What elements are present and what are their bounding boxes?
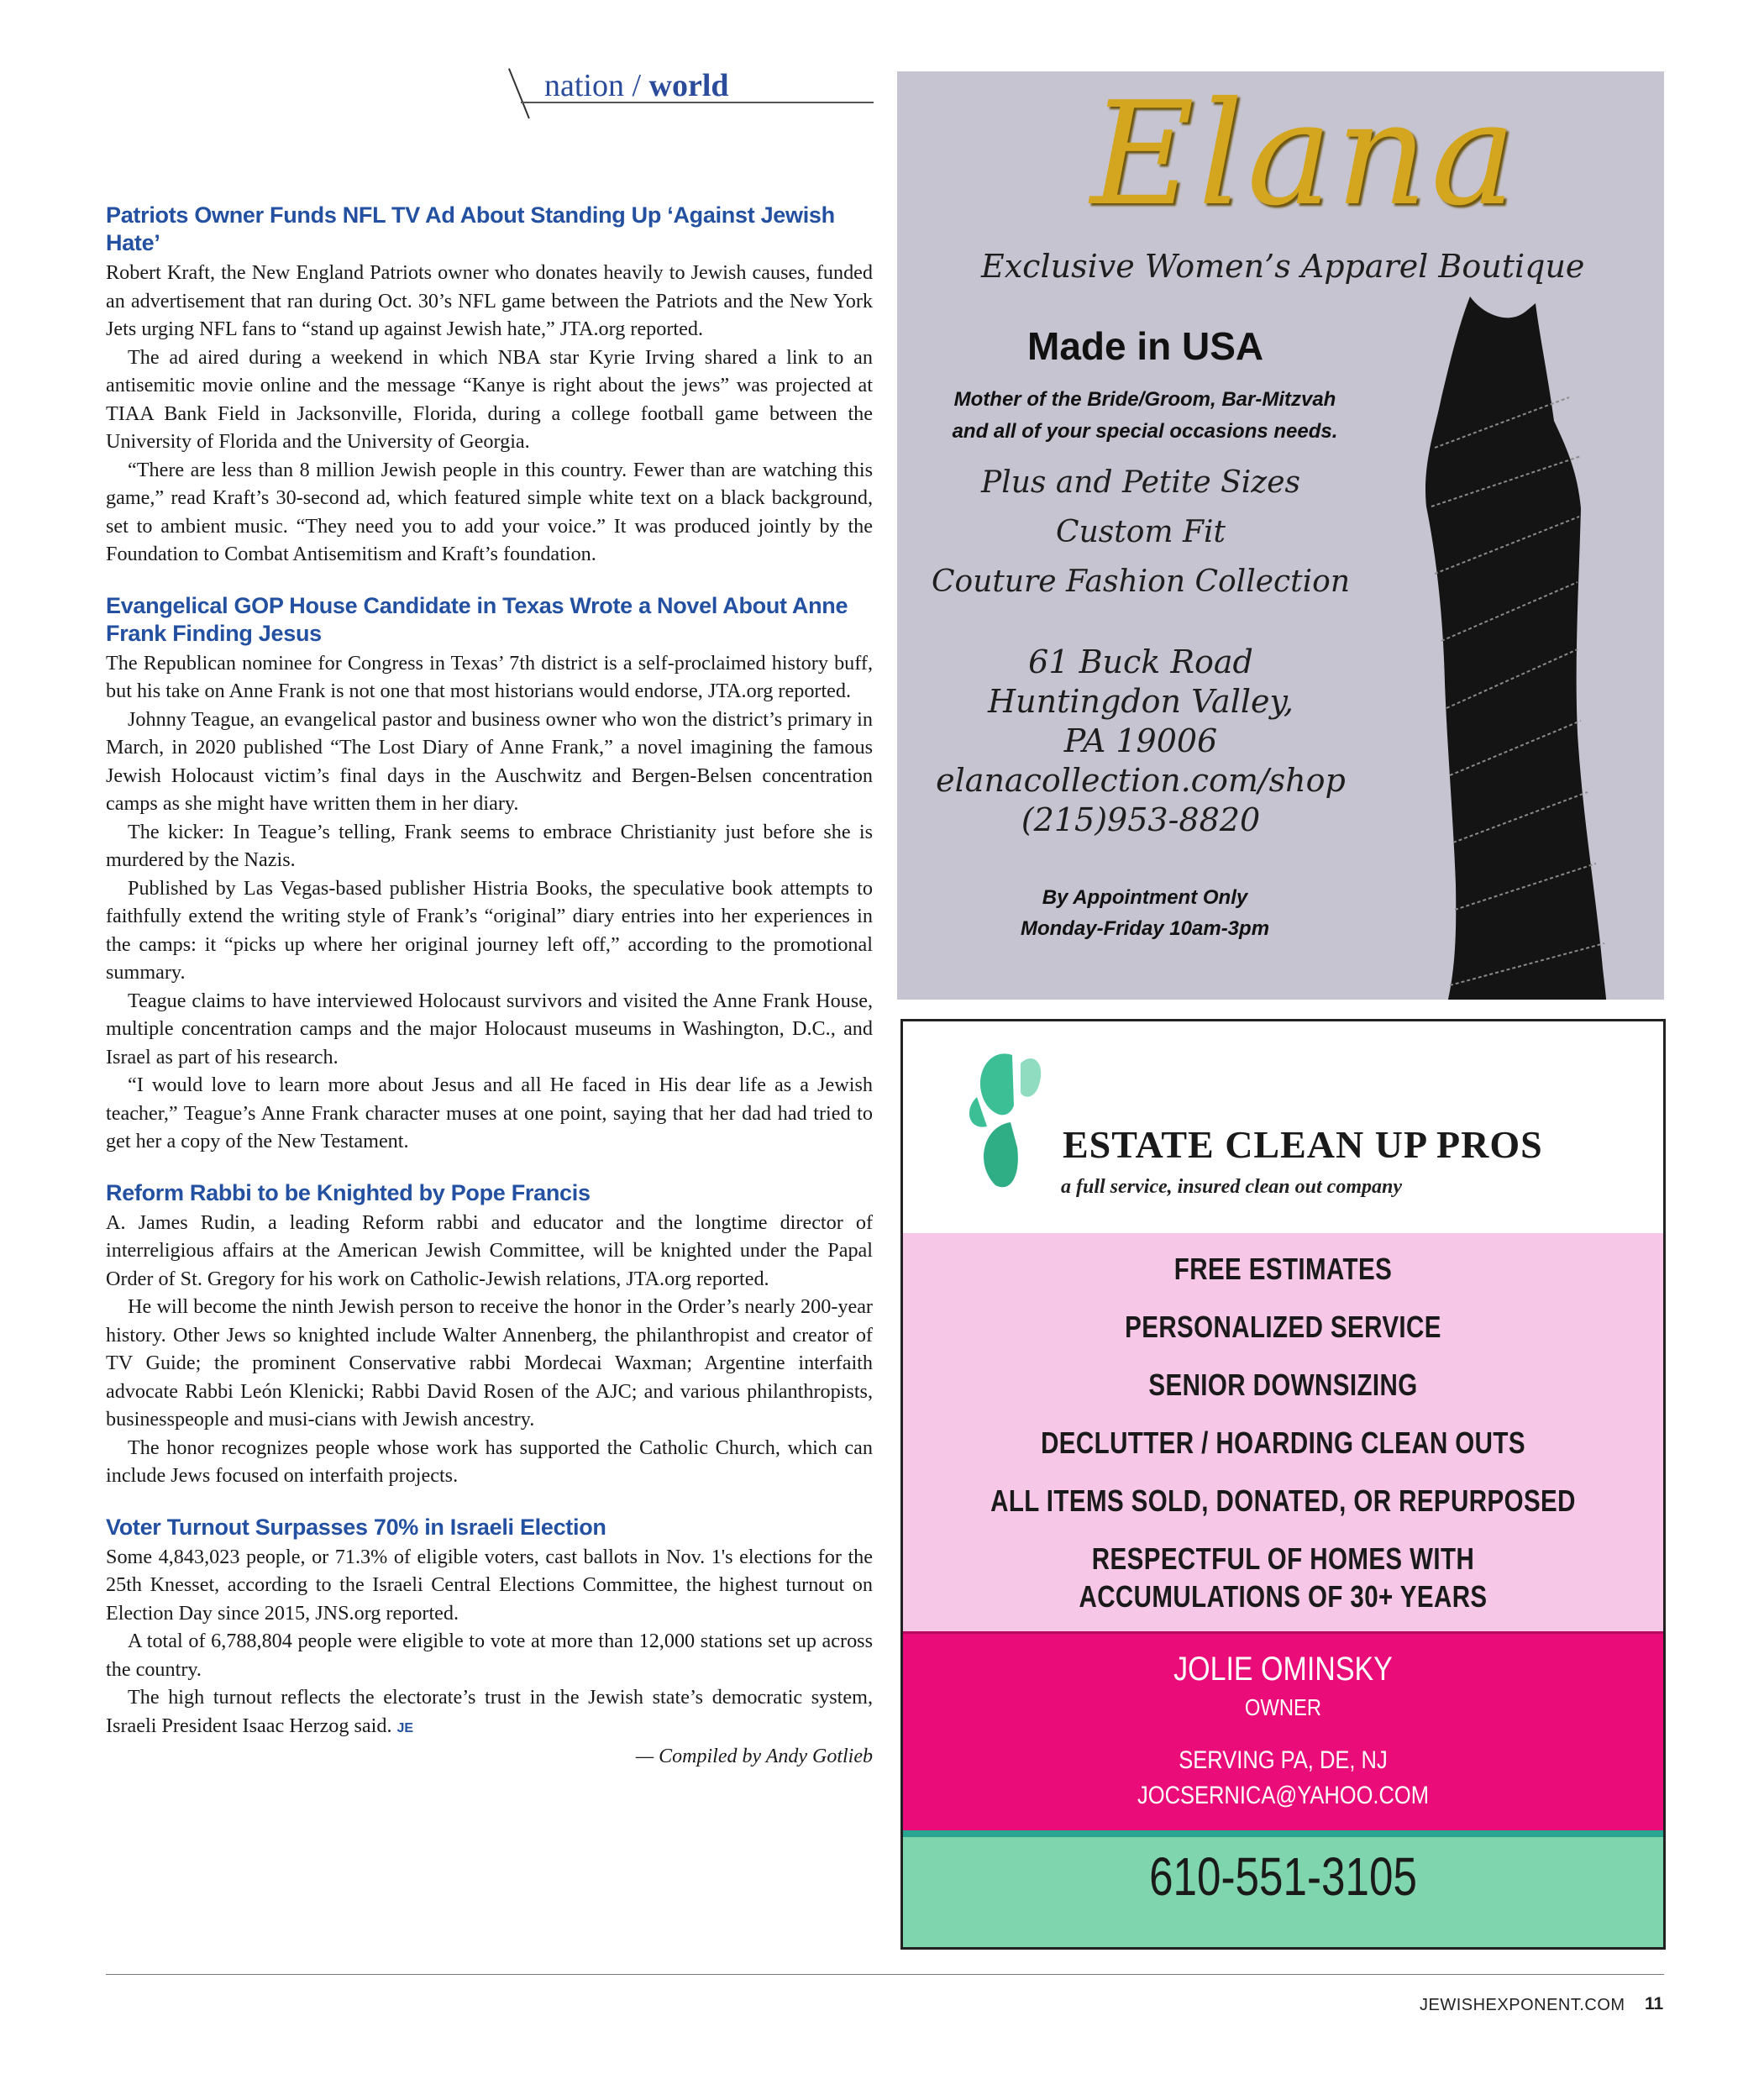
byline: — Compiled by Andy Gotlieb <box>635 1746 873 1767</box>
section-header <box>496 66 874 106</box>
contact-title: OWNER <box>1244 1694 1322 1720</box>
option-line: Couture Fashion Collection <box>931 564 1351 599</box>
footer-site: JEWISHEXPONENT.COM <box>1420 1996 1625 2014</box>
phone-panel <box>903 1837 1663 1947</box>
hours-line: Monday-Friday 10am-3pm <box>1020 917 1270 940</box>
option-line: Plus and Petite Sizes <box>980 465 1300 500</box>
contact-email: JOCSERNICA@YAHOO.COM <box>1137 1782 1430 1809</box>
article-paragraph: A. James Rudin, a leading Reform rabbi and educator and the longtime director of interreligious affairs at the American Jewish Committee, will be knighted under the Papal Order of St. Gregory for his work on Catholic-Jewish relations, JTA.org reported. <box>106 1210 873 1290</box>
article-paragraph: The kicker: In Teague’s telling, Frank seems to embrace Christianity just before she is murdered by the Nazis. <box>106 820 873 871</box>
appointment-hours <box>935 882 1355 944</box>
divider <box>903 1830 1663 1837</box>
article-headline: Patriots Owner Funds NFL TV Ad About Standing Up ‘Against Jewish Hate’ <box>106 202 835 255</box>
article-paragraph: The Republican nominee for Congress in Texas’ 7th district is a self-proclaimed history buff, but his take on Anne Frank is not one that most historians would endorse, JTA.org reported. <box>106 651 873 702</box>
article-paragraph: He will become the ninth Jewish person to receive the honor in the Order’s nearly 200-year history. Other Jews so knighted include Walter Annenberg, the philanthropist and creator of TV Guide; the prominent Conservative rabbi Mordecai Waxman; Argentine interfaith advocate Rabbi León Klenicki; Rabbi David Rosen of the AJC; and various philanthropists, businesspeople and musi-cians with Jewish ancestry. <box>106 1295 873 1431</box>
article-anne-frank-novel <box>106 592 873 1156</box>
address-line: PA 19006 <box>1063 722 1218 759</box>
address-line: 61 Buck Road <box>1028 643 1253 680</box>
estate-subtitle: a full service, insured clean out company <box>1061 1176 1402 1198</box>
black-gown-image <box>1376 297 1653 1000</box>
service-item: ALL ITEMS SOLD, DONATED, OR REPURPOSED <box>990 1483 1576 1518</box>
elana-website: elanacollection.com/shop <box>936 762 1346 799</box>
occasion-line: Mother of the Bride/Groom, Bar-Mitzvah <box>953 388 1336 411</box>
occasion-line: and all of your special occasions needs. <box>952 420 1338 443</box>
article-paragraph: The ad aired during a weekend in which NBA star Kyrie Irving shared a link to an antisemitic movie online and the message “Kanye is right about the jews” was projected at TIAA Bank Field in Jacksonville, Florida, during a college football game between the University of Florida and the University of Georgia. <box>106 345 873 453</box>
contact-name: JOLIE OMINSKY <box>1173 1651 1393 1688</box>
service-item: RESPECTFUL OF HOMES WITH <box>1091 1541 1475 1576</box>
estate-phone: 610-551-3105 <box>1149 1846 1417 1907</box>
estate-cleanup-advertisement <box>900 1019 1666 1950</box>
elana-options <box>931 458 1351 606</box>
article-paragraph: The high turnout reflects the electorate’s trust in the Jewish state’s democratic system, Israeli President Isaac Herzog said. JE <box>106 1686 873 1737</box>
article-paragraph: Published by Las Vegas-based publisher Histria Books, the speculative book attempts to faithfully extend the writing style of Frank’s “original” diary entries into her experiences in the camps: it “picks up where her original journey left off,” according to the promotional summary. <box>106 876 873 984</box>
article-headline: Reform Rabbi to be Knighted by Pope Francis <box>106 1179 591 1205</box>
elana-tagline: Exclusive Women’s Apparel Boutique <box>981 248 1585 285</box>
service-item: FREE ESTIMATES <box>1173 1252 1393 1286</box>
article-paragraph: Teague claims to have interviewed Holocaust survivors and visited the Anne Frank House, multiple concentration camps and the major Holocaust museums in Washington, D.C., and Israel as part of his research. <box>106 989 873 1068</box>
estate-header <box>903 1021 1663 1233</box>
elana-phone: (215)953-8820 <box>1021 801 1261 838</box>
address-line: Huntingdon Valley, <box>988 683 1294 720</box>
service-area: SERVING PA, DE, NJ <box>1179 1746 1388 1774</box>
service-item: ACCUMULATIONS OF 30+ YEARS <box>1079 1579 1488 1614</box>
page-number: 11 <box>1645 1994 1664 2013</box>
elana-advertisement <box>897 71 1664 1000</box>
article-paragraph: The honor recognizes people whose work has supported the Catholic Church, which can include Jews focused on interfaith projects. <box>106 1436 873 1487</box>
footer-rule <box>106 1974 1664 1975</box>
service-item: PERSONALIZED SERVICE <box>1125 1310 1441 1344</box>
news-briefs-column <box>106 202 873 1792</box>
article-headline: Voter Turnout Surpasses 70% in Israeli Election <box>106 1514 606 1540</box>
article-paragraph: A total of 6,788,804 people were eligible to vote at more than 12,000 stations set up across the country. <box>106 1630 873 1681</box>
article-paragraph: Johnny Teague, an evangelical pastor and business owner who won the district’s primary in March, in 2020 published “The Lost Diary of Anne Frank,” a novel imagining the famous Jewish Holocaust victim’s final days in the Auschwitz and Bergen-Belsen concentration camps as she might have written them in her diary. <box>106 707 873 815</box>
services-panel <box>903 1233 1663 1631</box>
estate-brand-name: ESTATE CLEAN UP PROS <box>1063 1123 1543 1166</box>
butterfly-logo-icon <box>962 1047 1063 1198</box>
article-patriots <box>106 202 873 569</box>
contact-panel <box>903 1631 1663 1833</box>
made-in-usa: Made in USA <box>1027 324 1264 368</box>
occasion-text <box>935 384 1355 448</box>
section-title: nation / world <box>544 68 729 103</box>
end-mark: JE <box>396 1720 414 1735</box>
article-headline: Evangelical GOP House Candidate in Texas Wrote a Novel About Anne Frank Finding Jesus <box>106 592 848 646</box>
option-line: Custom Fit <box>1056 515 1226 549</box>
article-rabbi-knighted <box>106 1179 873 1490</box>
appointment-line: By Appointment Only <box>1042 886 1248 909</box>
article-paragraph: Robert Kraft, the New England Patriots owner who donates heavily to Jewish causes, funded an advertisement that ran during Oct. 30’s NFL game between the Patriots and the New York Jets urging NFL fans to “stand up against Jewish hate,” JTA.org reported. <box>106 261 873 340</box>
article-paragraph: Some 4,843,023 people, or 71.3% of eligible voters, cast ballots in Nov. 1's elections for the 25th Knesset, according to the Israeli Central Elections Committee, the highest turnout on Election Day since 2015, JNS.org reported. <box>106 1545 873 1625</box>
service-item: DECLUTTER / HOARDING CLEAN OUTS <box>1041 1425 1525 1460</box>
header-slash-decoration <box>508 68 530 118</box>
elana-logo: Elana <box>1090 71 1520 238</box>
elana-address <box>931 643 1351 840</box>
article-paragraph: “I would love to learn more about Jesus and all He faced in His dear life as a Jewish teacher,” Teague’s Anne Frank character muses at one point, saying that her dad had tried to get her a copy of the New Testament. <box>106 1074 873 1152</box>
service-item: SENIOR DOWNSIZING <box>1148 1368 1418 1402</box>
article-voter-turnout <box>106 1514 873 1769</box>
article-paragraph: “There are less than 8 million Jewish people in this country. Fewer than are watching this game,” read Kraft’s 30-second ad, which featured simple white text on a black background, set to ambient music. “They need you to add your voice.” It was produced jointly by the Foundation to Combat Antisemitism and Kraft’s foundation. <box>106 458 873 565</box>
